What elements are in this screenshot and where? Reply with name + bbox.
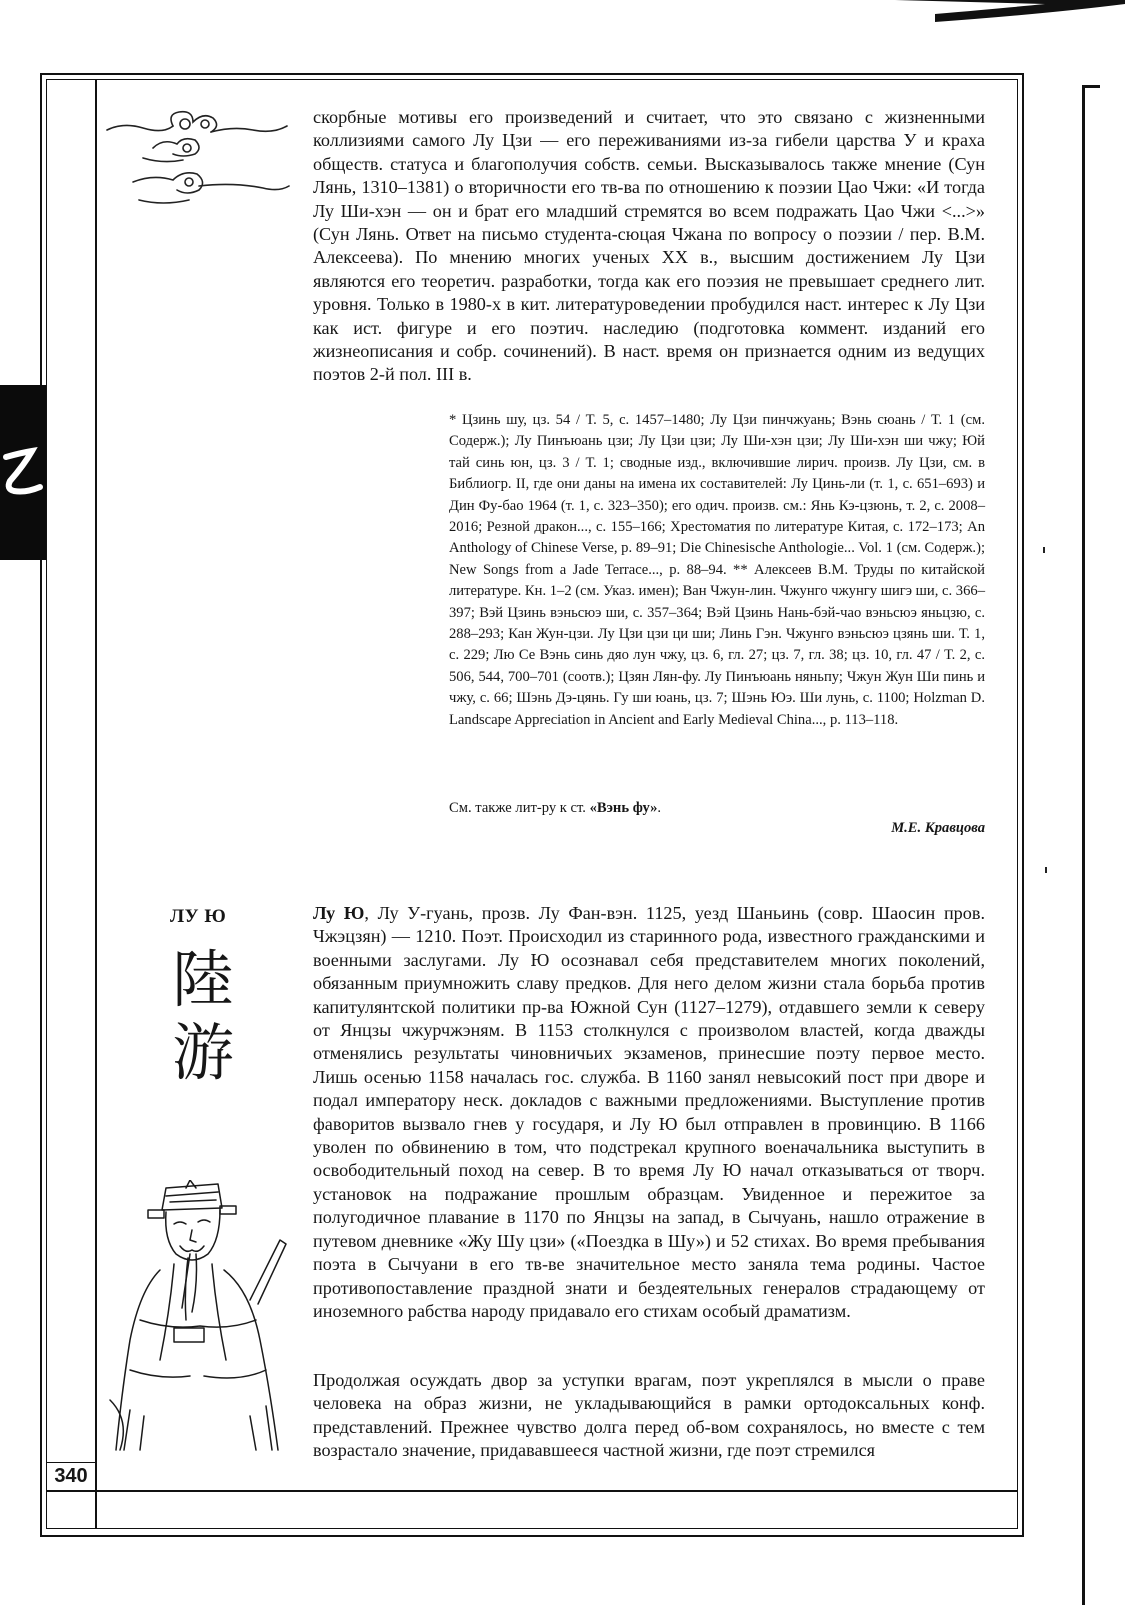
entry-paragraph-2: Продолжая осуждать двор за уступки врагам, поэт укреплялся в мысли о праве человека на образ жизни, не укладывающийся в рамки ортодоксальных конф. представлений. Прежнее чувство долга перед об-вом сохранялось, но вместе с тем возрастало значение, придававшееся частной жизни, где поэт стремился	[313, 1370, 985, 1461]
scholar-portrait-icon	[100, 1180, 300, 1460]
bottom-rule	[46, 1490, 1018, 1492]
corner-swoosh-ornament	[895, 0, 1125, 30]
chinese-stroke-tab-icon	[2, 443, 46, 503]
entry-lemma: Лу Ю	[313, 903, 365, 923]
see-also-prefix: См. также лит-ру к ст.	[449, 800, 590, 816]
entry-paragraph-1-text: , Лу У-гуань, прозв. Лу Фан-вэн. 1125, уезд Шаньинь (совр. Шаосин пров. Чжэцзян) — 1210. Поэт. Происходил из старинного рода, известного гражданскими и военными заслугами. Лу Ю осознавал себя представителем многих поколений, обязанным приумножить славу предков. Для него делом жизни стала борьба против капитулянтской политики пр-ва Южной Сун (1127–1279), отдавшего земли к северу от Янцзы чжурчжэням. В 1153 столкнулся с произволом властей, когда дважды отменялись результаты чиновничьих экзаменов, принесшие поэту первое место. Лишь осенью 1158 началась гос. служба. В 1160 занял невысокий пост при дворе и подал императору неск. докладов с важными предложениями. Выступление против фаворитов вызвало гнев у государя, и Лу Ю был отправлен в провинцию. В 1166 уволен по обвинению в том, что подстрекал крупного военачальника выступить в освободительный поход на север. В то время Лу Ю начал отказываться от творч. установок на подражание прошлым образцам. Увиденное и пережитое за полугодичное плавание в 1170 по Янцзы на запад, в Сычуань, нашло отражение в путевом дневнике «Жу Шу цзи» («Поездка в Шу») и 52 стихах. Во время пребывания поэта в Сычуани в его тв-ве значительное место заняла тема родины. Частое противопоставление праздной знати и бездеятельных генералов страдающему от иноземного рабства народу придавало его стихам особый драматизм.	[313, 903, 985, 1321]
see-also-link[interactable]: «Вэнь фу»	[589, 800, 658, 816]
see-also-suffix: .	[657, 800, 662, 816]
page-number: 340	[54, 1465, 88, 1487]
margin-mark	[1045, 867, 1047, 873]
article-author: М.Е. Кравцова	[891, 820, 985, 836]
see-also-line	[449, 798, 985, 819]
entry-heading: ЛУ Ю	[170, 906, 227, 927]
right-margin-cap	[1082, 85, 1100, 88]
margin-mark	[1043, 547, 1045, 553]
right-margin-rule	[1082, 85, 1085, 1605]
entry-paragraph-1	[313, 902, 985, 1323]
entry-hanzi-1: 陸	[171, 943, 234, 1016]
cloud-ornament-icon	[103, 108, 293, 218]
margin-rule	[95, 79, 97, 1529]
article-continuation-text: скорбные мотивы его произведений и считает, что это связано с жизненными коллизиями самого Лу Цзи — его переживаниями из-за гибели царства У и краха обществ. статуса и благополучия собств. семьи. Высказывалось также мнение (Сун Лянь, 1310–1381) о вторичности его тв-ва по отношению к поэзии Цао Чжи: «И тогда Лу Ши-хэн — он и брат его младший стремятся во всем подражать Цао Чжи <...>» (Сун Лянь. Ответ на письмо студента-сюцая Чжана по вопросу о поэзии / пер. В.М. Алексеева). По мнению многих ученых XX в., высшим достижением Лу Цзи являются его теоретич. разработки, тогда как его поэзия не превышает среднего лит. уровня. Только в 1980-х в кит. литературоведении пробудился наст. интерес к Лу Цзи как ист. фигуре и его поэтич. наследию (подготовка коммент. изданий его жизнеописания и собр. сочинений). В наст. время он признается одним из ведущих поэтов 2-й пол. III в.	[313, 107, 985, 385]
bibliography-text: * Цзинь шу, цз. 54 / Т. 5, с. 1457–1480; Лу Цзи пинчжуань; Вэнь сюань / Т. 1 (см. Содерж.); Лу Пинъюань цзи; Лу Цзи цзи; Лу Ши-хэн цзи; Лу Ши-хэн ши чжу; Юй тай синь юн, цз. 3 / Т. 1; сводные изд., включившие лирич. произв. Лу Цзи, см. в Библиогр. II, где они даны на имена их составителей: Лу Цинь-ли (т. 1, с. 651–693) и Дин Фу-бао 1964 (т. 1, с. 323–350); его одич. произв. см.: Янь Кэ-цзюнь, т. 2, с. 2008–2016; Резной дракон..., с. 155–166; Хрестоматия по литературе Китая, с. 172–173; An Anthology of Chinese Verse, p. 89–91; Die Chinesische Anthologie... Vol. 1 (см. Содерж.); New Songs from a Jade Terrace..., p. 88–94. ** Алексеев В.М. Труды по китайской литературе. Кн. 1–2 (см. Указ. имен); Ван Чжун-лин. Чжунго чжунгу шигэ ши, с. 366–397; Вэй Цзинь вэньсюэ ши, с. 357–364; Вэй Цзинь Нань-бэй-чао вэньсюэ яньцзю, с. 288–293; Кан Жун-цзи. Лу Цзи цзи ци ши; Линь Гэн. Чжунго вэньсюэ цзянь ши. Т. 1, с. 229; Лю Се Вэнь синь дяо лун чжу, цз. 6, гл. 27; цз. 7, гл. 38; цз. 10, гл. 47 / Т. 2, с. 506, 544, 700–701 (соотв.); Цзян Лян-фу. Лу Пинъюань няньпу; Чжун Жун Ши пинь и чжу, с. 66; Шэнь Дэ-цянь. Гу ши юань, цз. 7; Шэнь Юэ. Ши лунь, с. 1100; Holzman D. Landscape Appreciation in Ancient and Early Medieval China..., p. 113–118.	[449, 412, 985, 728]
entry-hanzi-2: 游	[171, 1016, 234, 1089]
